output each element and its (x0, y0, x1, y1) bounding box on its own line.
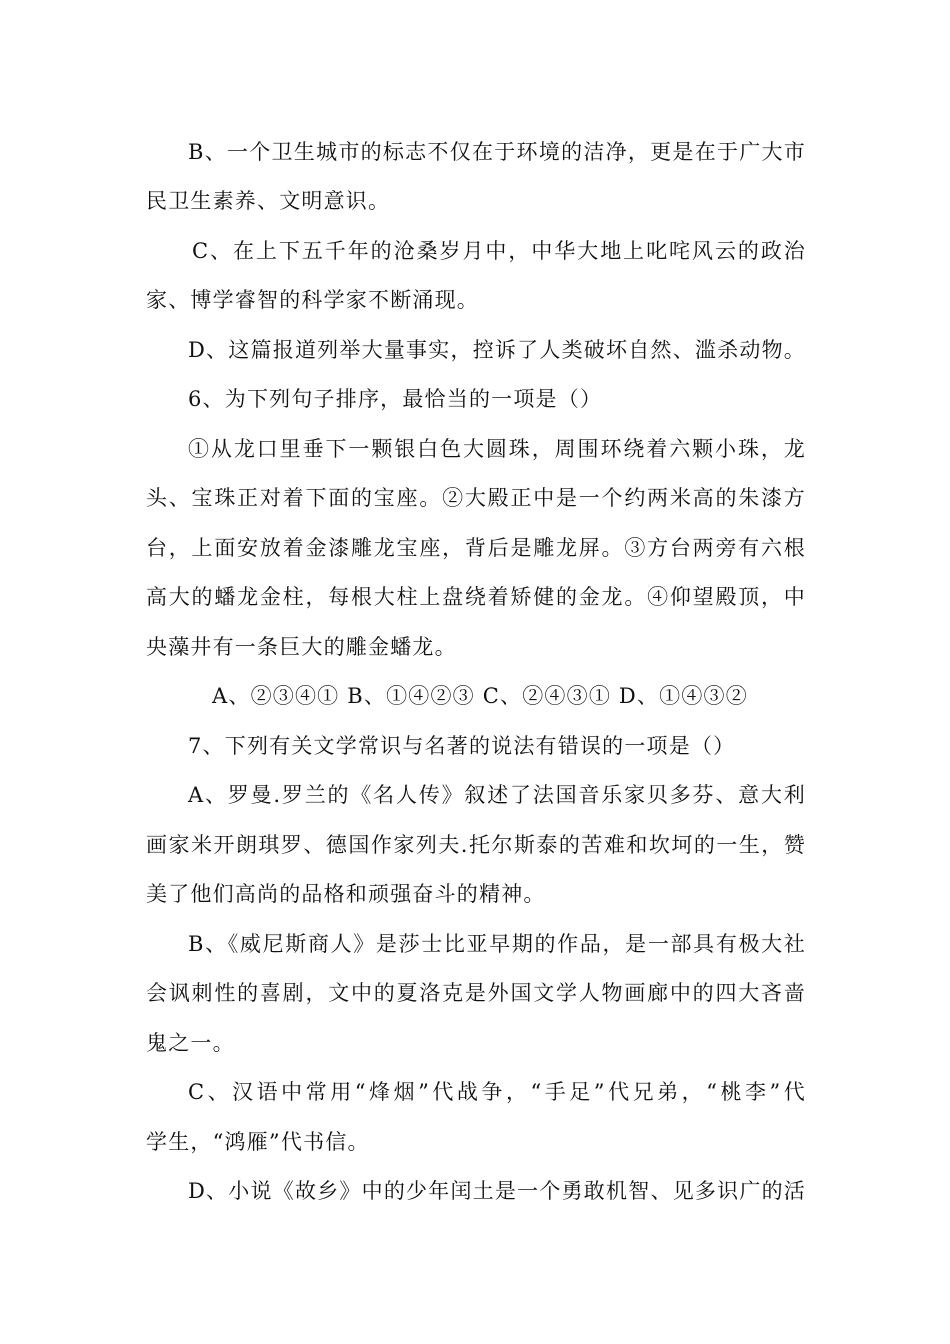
question-6-passage-line-3: 台，上面安放着金漆雕龙宝座，背后是雕龙屏。③方台两旁有六根 (146, 536, 806, 560)
q7-option-c-line-2: 学生，“鸿雁”代书信。 (146, 1130, 370, 1154)
q7-option-c-line-1: C、汉语中常用“烽烟”代战争，“手足”代兄弟，“桃李”代 (188, 1080, 806, 1104)
question-6-passage-line-2: 头、宝珠正对着下面的宝座。②大殿正中是一个约两米高的朱漆方 (146, 486, 806, 510)
option-c-line-2: 家、博学睿智的科学家不断涌现。 (146, 288, 479, 312)
question-7-title: 7、下列有关文学常识与名著的说法有错误的一项是（） (188, 734, 736, 758)
question-6-options: A、②③④① B、①④②③ C、②④③① D、①④③② (212, 684, 748, 708)
option-b-line-2: 民卫生素养、文明意识。 (146, 189, 391, 213)
question-6-passage-line-1: ①从龙口里垂下一颗银白色大圆珠，周围环绕着六颗小珠，龙 (188, 437, 806, 461)
q7-option-b-line-2: 会讽刺性的喜剧，文中的夏洛克是外国文学人物画廊中的四大吝啬 (146, 981, 806, 1005)
q7-option-a-line-1: A、罗曼.罗兰的《名人传》叙述了法国音乐家贝多芬、意大利 (188, 783, 806, 807)
option-b-line-1: B、一个卫生城市的标志不仅在于环境的洁净，更是在于广大市 (188, 140, 806, 164)
option-d-line-1: D、这篇报道列举大量事实，控诉了人类破坏自然、滥杀动物。 (188, 338, 806, 362)
option-c-line-1: C、在上下五千年的沧桑岁月中，中华大地上叱咤风云的政治 (192, 239, 806, 263)
q7-option-a-line-2: 画家米开朗琪罗、德国作家列夫.托尔斯泰的苦难和坎坷的一生，赞 (146, 833, 806, 857)
q7-option-d-line-1: D、小说《故乡》中的少年闰土是一个勇敢机智、见多识广的活 (188, 1179, 806, 1203)
question-6-title: 6、为下列句子排序，最恰当的一项是（） (188, 387, 603, 411)
q7-option-a-line-3: 美了他们高尚的品格和顽强奋斗的精神。 (146, 882, 546, 906)
question-6-passage-line-5: 央藻井有一条巨大的雕金蟠龙。 (146, 635, 457, 659)
q7-option-b-line-1: B、《威尼斯商人》是莎士比亚早期的作品，是一部具有极大社 (188, 932, 806, 956)
q7-option-b-line-3: 鬼之一。 (146, 1031, 235, 1055)
question-6-passage-line-4: 高大的蟠龙金柱，每根大柱上盘绕着矫健的金龙。④仰望殿顶，中 (146, 585, 806, 609)
